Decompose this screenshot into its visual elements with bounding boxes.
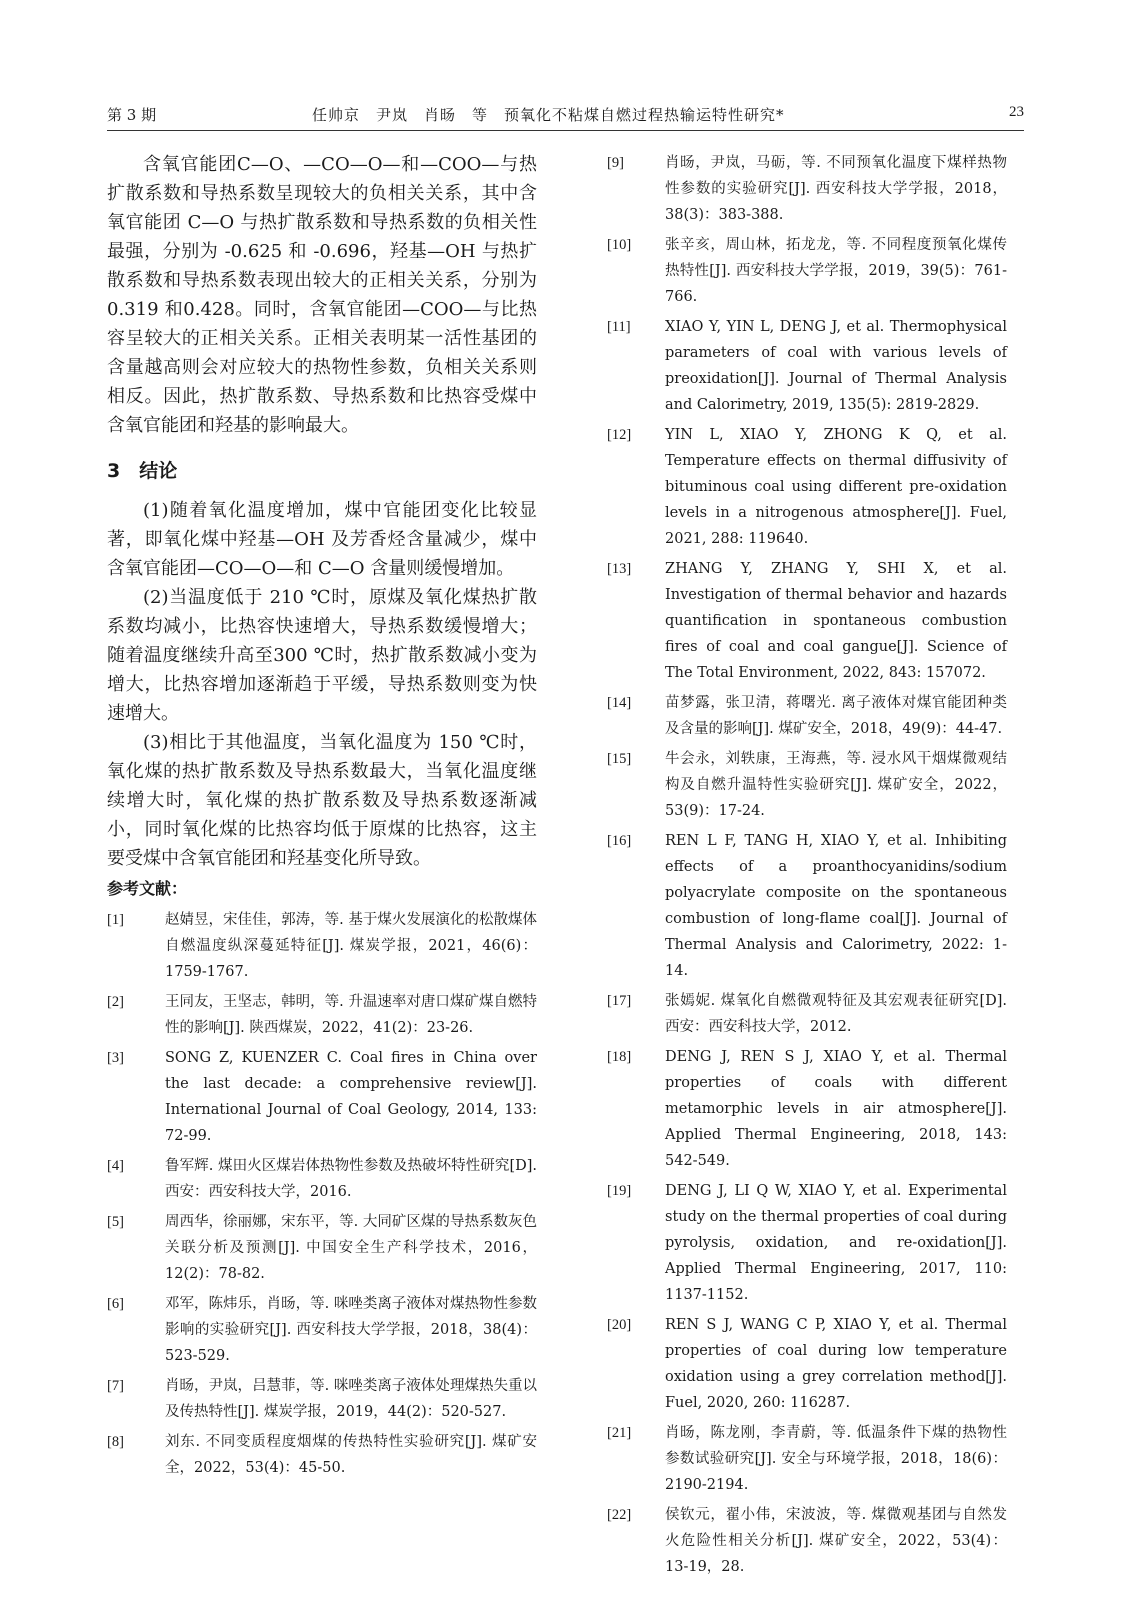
reference-item [107, 907, 537, 985]
reference-text: ZHANG Y, ZHANG Y, SHI X, et al. Investigation of thermal behavior and hazards quantification in spontaneous combustion fires of coal and coal gangue[J]. Science of The Total Environment, 2022, 843: 157072. [665, 561, 1007, 681]
reference-item [607, 232, 1007, 310]
reference-number: [15] [607, 751, 632, 767]
reference-number: [4] [107, 1158, 124, 1174]
reference-text: 张嫣妮. 煤氧化自燃微观特征及其宏观表征研究[D]. 西安：西安科技大学，2012. [665, 993, 1007, 1035]
reference-text: 肖旸，尹岚，马砺，等. 不同预氧化温度下煤样热物性参数的实验研究[J]. 西安科技大学学报，2018，38(3)：383-388. [665, 155, 1007, 223]
reference-text: 王同友，王坚志，韩明，等. 升温速率对唐口煤矿煤自燃特性的影响[J]. 陕西煤炭，2022，41(2)：23-26. [165, 994, 537, 1036]
reference-list-right [607, 150, 1007, 1580]
reference-text: 肖旸，陈龙刚，李青蔚，等. 低温条件下煤的热物性参数试验研究[J]. 安全与环境学报，2018，18(6)：2190-2194. [665, 1425, 1007, 1493]
reference-item [607, 1178, 1007, 1308]
reference-number: [3] [107, 1050, 124, 1066]
reference-item [107, 1373, 537, 1425]
reference-number: [8] [107, 1434, 124, 1450]
reference-item [107, 1045, 537, 1149]
reference-text: SONG Z, KUENZER C. Coal fires in China over the last decade: a comprehensive review[J]. International Journal of Coal Geology, 2014, 133: 72-99. [165, 1050, 537, 1144]
reference-number: [10] [607, 237, 632, 253]
reference-number: [22] [607, 1507, 632, 1523]
reference-number: [6] [107, 1296, 124, 1312]
section-title: 3 结论 [107, 460, 178, 482]
reference-text: 张辛亥，周山林，拓龙龙，等. 不同程度预氧化煤传热特性[J]. 西安科技大学学报，2019，39(5)：761-766. [665, 237, 1007, 305]
reference-text: 刘东. 不同变质程度烟煤的传热特性实验研究[J]. 煤矿安全，2022，53(4)：45-50. [165, 1434, 537, 1476]
reference-text: 肖旸，尹岚，吕慧菲，等. 咪唑类离子液体处理煤热失重以及传热特性[J]. 煤炭学报，2019，44(2)：520-527. [165, 1378, 537, 1420]
running-title: 任帅京 尹岚 肖旸 等 预氧化不粘煤自燃过程热输运特性研究* [312, 106, 785, 124]
reference-list-left [107, 907, 537, 1481]
reference-item [607, 1312, 1007, 1416]
reference-text: REN L F, TANG H, XIAO Y, et al. Inhibiting effects of a proanthocyanidins/sodium polyacrylate composite on the spontaneous combustion of long-flame coal[J]. Journal of Thermal Analysis and Calorimetry, 2022: 1-14. [665, 833, 1007, 979]
page-number: 23 [1009, 104, 1024, 120]
reference-text: DENG J, LI Q W, XIAO Y, et al. Experimental study on the thermal properties of coal during pyrolysis, oxidation, and re-oxidation[J]. Applied Thermal Engineering, 2017, 110: 1137-1152. [665, 1183, 1007, 1303]
reference-text: 鲁军辉. 煤田火区煤岩体热物性参数及热破坏特性研究[D]. 西安：西安科技大学，2016. [165, 1158, 537, 1200]
conclusion-1: (1)随着氧化温度增加，煤中官能团变化比较显著，即氧化煤中羟基—OH 及芳香烃含量减少，煤中含氧官能团—CO—O—和 C—O 含量则缓慢增加。 [107, 500, 537, 579]
reference-text: 周西华，徐丽娜，宋东平，等. 大同矿区煤的导热系数灰色关联分析及预测[J]. 中国安全生产科学技术，2016，12(2)：78-82. [165, 1214, 537, 1282]
reference-number: [11] [607, 319, 631, 335]
reference-text: XIAO Y, YIN L, DENG J, et al. Thermophysical parameters of coal with various levels of preoxidation[J]. Journal of Thermal Analysis and Calorimetry, 2019, 135(5): 2819-2829. [665, 319, 1007, 413]
reference-number: [14] [607, 695, 632, 711]
reference-number: [9] [607, 155, 624, 171]
reference-text: 牛会永，刘轶康，王海燕，等. 浸水风干烟煤微观结构及自燃升温特性实验研究[J]. 煤矿安全，2022，53(9)：17-24. [665, 751, 1007, 819]
reference-item [607, 746, 1007, 824]
reference-text: YIN L, XIAO Y, ZHONG K Q, et al. Temperature effects on thermal diffusivity of bituminous coal using different pre-oxidation levels in a nitrogenous atmosphere[J]. Fuel, 2021, 288: 119640. [665, 427, 1007, 547]
reference-item [107, 1209, 537, 1287]
reference-item [607, 556, 1007, 686]
reference-item [607, 422, 1007, 552]
reference-text: 邓军，陈炜乐，肖旸，等. 咪唑类离子液体对煤热物性参数影响的实验研究[J]. 西安科技大学学报，2018，38(4)：523-529. [165, 1296, 537, 1364]
running-header [107, 104, 1024, 131]
intro-paragraph: 含氧官能团C—O、—CO—O—和—COO—与热扩散系数和导热系数呈现较大的负相关关系，其中含氧官能团 C—O 与热扩散系数和导热系数的负相关性最强，分别为 -0.625 和 -0.696，羟基—OH 与热扩散系数和导热系数表现出较大的正相关关系，分别为0.319 和0.428。同时，含氧官能团—COO—与比热容呈较大的正相关关系。正相关表明某一活性基团的含量越高则会对应较大的热物性参数，负相关关系则相反。因此，热扩散系数、导热系数和比热容受煤中含氧官能团和羟基的影响最大。 [107, 154, 537, 436]
reference-item [107, 1291, 537, 1369]
reference-item [607, 1044, 1007, 1174]
reference-item [607, 988, 1007, 1040]
left-column [107, 150, 537, 1485]
reference-text: 侯钦元，翟小伟，宋波波，等. 煤微观基团与自然发火危险性相关分析[J]. 煤矿安全，2022，53(4)：13-19，28. [665, 1507, 1007, 1575]
reference-item [607, 150, 1007, 228]
reference-number: [20] [607, 1317, 632, 1333]
reference-number: [16] [607, 833, 632, 849]
reference-number: [2] [107, 994, 124, 1010]
reference-number: [18] [607, 1049, 632, 1065]
issue-label: 第 3 期 [107, 106, 157, 124]
reference-number: [21] [607, 1425, 632, 1441]
reference-item [107, 1429, 537, 1481]
reference-number: [1] [107, 912, 124, 928]
reference-text: 赵婧昱，宋佳佳，郭涛，等. 基于煤火发展演化的松散煤体自燃温度纵深蔓延特征[J]. 煤炭学报，2021，46(6)：1759-1767. [165, 912, 537, 980]
reference-number: [12] [607, 427, 632, 443]
reference-item [607, 1420, 1007, 1498]
reference-text: 苗梦露，张卫清，蒋曙光. 离子液体对煤官能团种类及含量的影响[J]. 煤矿安全，2018，49(9)：44-47. [665, 695, 1007, 737]
reference-number: [13] [607, 561, 632, 577]
reference-text: DENG J, REN S J, XIAO Y, et al. Thermal properties of coals with different metamorphic levels in air atmosphere[J]. Applied Thermal Engineering, 2018, 143: 542-549. [665, 1049, 1007, 1169]
reference-item [607, 1502, 1007, 1580]
references-heading: 参考文献： [107, 879, 188, 898]
right-column [607, 150, 1007, 1584]
conclusion-2: (2)当温度低于 210 ℃时，原煤及氧化煤热扩散系数均减小，比热容快速增大，导热系数缓慢增大；随着温度继续升高至300 ℃时，热扩散系数减小变为增大，比热容增加逐渐趋于平缓，导热系数则变为快速增大。 [107, 587, 537, 724]
reference-number: [17] [607, 993, 632, 1009]
reference-number: [5] [107, 1214, 124, 1230]
reference-item [607, 828, 1007, 984]
reference-item [107, 989, 537, 1041]
reference-number: [19] [607, 1183, 632, 1199]
reference-number: [7] [107, 1378, 124, 1394]
reference-item [107, 1153, 537, 1205]
conclusion-3: (3)相比于其他温度，当氧化温度为 150 ℃时，氧化煤的热扩散系数及导热系数最大，当氧化温度继续增大时，氧化煤的热扩散系数及导热系数逐渐减小，同时氧化煤的比热容均低于原煤的比热容，这主要受煤中含氧官能团和羟基变化所导致。 [107, 732, 537, 869]
reference-item [607, 690, 1007, 742]
reference-text: REN S J, WANG C P, XIAO Y, et al. Thermal properties of coal during low temperature oxidation using a grey correlation method[J]. Fuel, 2020, 260: 116287. [665, 1317, 1007, 1411]
reference-item [607, 314, 1007, 418]
